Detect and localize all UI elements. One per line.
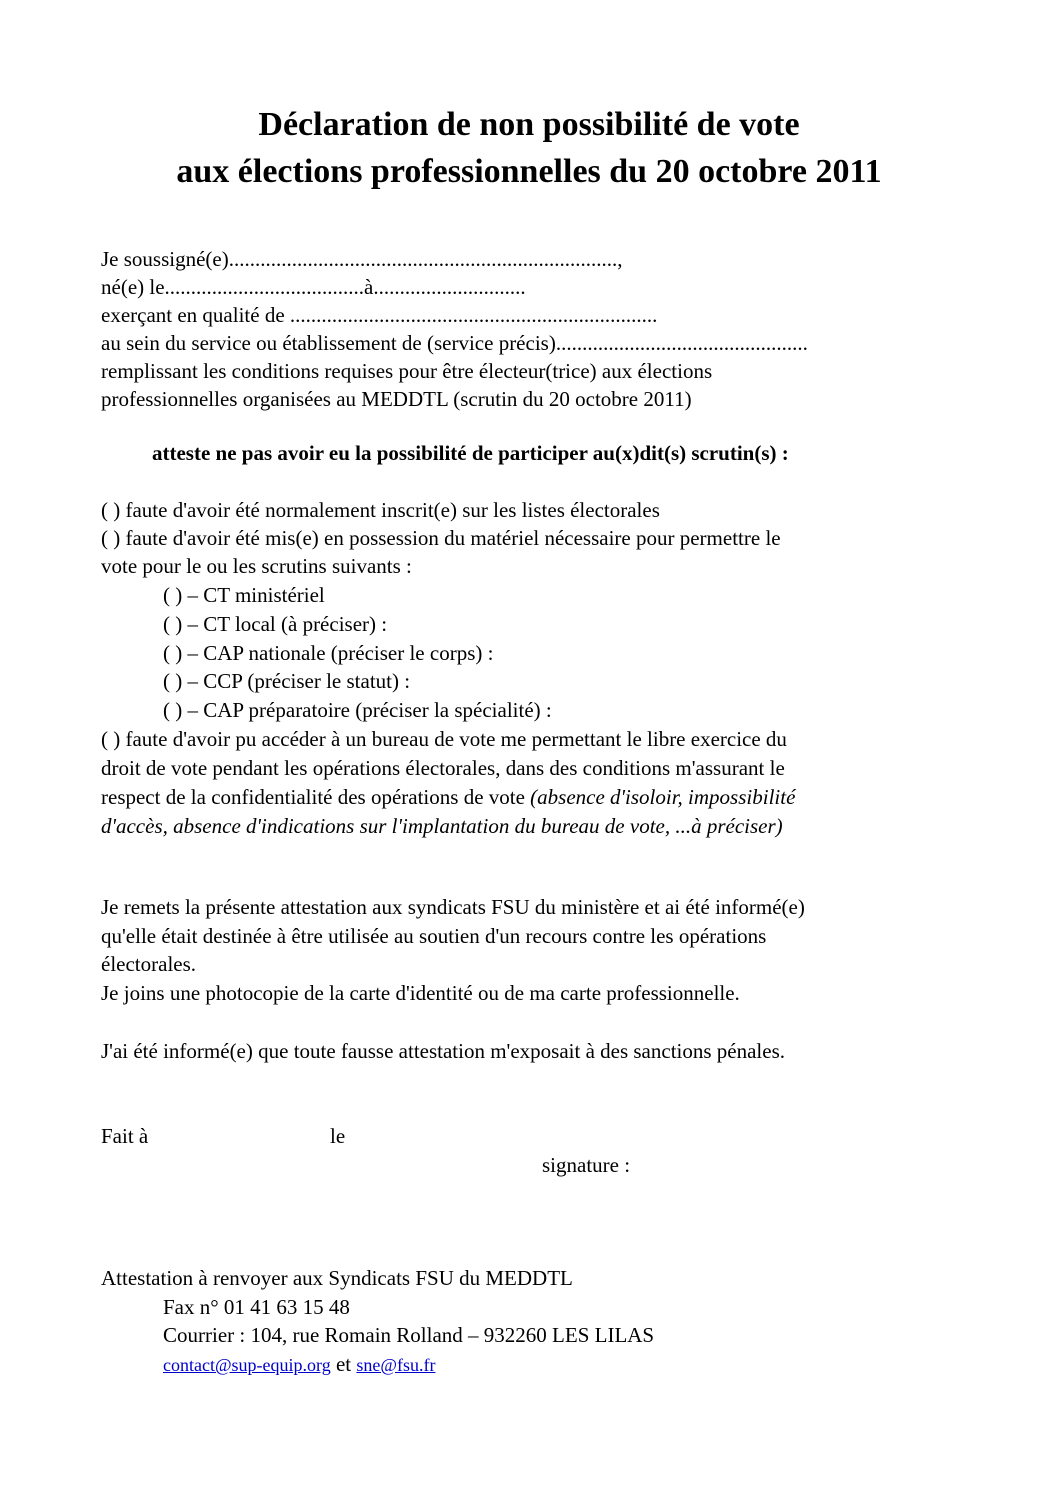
- document-title-line-1: Déclaration de non possibilité de vote: [258, 106, 800, 143]
- sanctions-statement: J'ai été informé(e) que toute fausse attestation m'exposait à des sanctions pénales.: [101, 1039, 786, 1063]
- document-title-line-2: aux élections professionnelles du 20 octobre 2011: [176, 153, 882, 190]
- sub-option-cap-preparatoire: ( ) – CAP préparatoire (préciser la spécialité) :: [163, 698, 552, 722]
- option-materiel-line-2: vote pour le ou les scrutins suivants :: [101, 554, 412, 578]
- remise-line-4: Je joins une photocopie de la carte d'identité ou de ma carte professionnelle.: [101, 981, 740, 1005]
- identity-birth-line: né(e) le......................................à.............................: [101, 275, 526, 299]
- remise-line-1: Je remets la présente attestation aux syndicats FSU du ministère et ai été informé(e): [101, 895, 805, 919]
- sub-option-ct-local: ( ) – CT local (à préciser) :: [163, 612, 388, 636]
- option-bureau-line-3-text: respect de la confidentialité des opérations de vote: [101, 785, 531, 809]
- identity-conditions-line-2: professionnelles organisées au MEDDTL (scrutin du 20 octobre 2011): [101, 387, 692, 411]
- footer-fax: Fax n° 01 41 63 15 48: [163, 1295, 350, 1319]
- footer-email-separator: et: [335, 1352, 352, 1376]
- option-materiel-line-1: ( ) faute d'avoir été mis(e) en possession du matériel nécessaire pour permettre le: [101, 526, 781, 550]
- option-bureau-line-3-italic: (absence d'isoloir, impossibilité: [530, 785, 796, 809]
- fait-a-label: Fait à: [101, 1124, 149, 1148]
- option-bureau-line-4: [101, 812, 783, 840]
- identity-function-line: exerçant en qualité de ......................................................................: [101, 303, 658, 327]
- identity-service-line: au sein du service ou établissement de (service précis)................................................: [101, 331, 808, 355]
- attest-heading: atteste ne pas avoir eu la possibilité de participer au(x)dit(s) scrutin(s) :: [152, 441, 789, 465]
- identity-name-line: Je soussigné(e)..........................................................................,: [101, 247, 623, 271]
- footer-send-to: Attestation à renvoyer aux Syndicats FSU du MEDDTL: [101, 1266, 573, 1290]
- email-link-sne[interactable]: sne@fsu.fr: [356, 1355, 436, 1375]
- option-bureau-line-2: droit de vote pendant les opérations électorales, dans des conditions m'assurant le: [101, 756, 785, 780]
- option-bureau-line-1: ( ) faute d'avoir pu accéder à un bureau de vote me permettant le libre exercice du: [101, 727, 787, 751]
- email-link-contact[interactable]: contact@sup-equip.org: [163, 1355, 331, 1375]
- option-inscription: ( ) faute d'avoir été normalement inscrit(e) sur les listes électorales: [101, 498, 660, 522]
- remise-line-3: électorales.: [101, 952, 197, 976]
- footer-courrier: Courrier : 104, rue Romain Rolland – 932260 LES LILAS: [163, 1323, 655, 1347]
- sub-option-cap-nationale: ( ) – CAP nationale (préciser le corps) :: [163, 641, 494, 665]
- sub-option-ccp: ( ) – CCP (préciser le statut) :: [163, 669, 411, 693]
- option-bureau-line-4-italic: d'accès, absence d'indications sur l'implantation du bureau de vote, ...à préciser): [101, 814, 783, 838]
- footer-emails: [163, 1350, 435, 1379]
- identity-conditions-line-1: remplissant les conditions requises pour être électeur(trice) aux élections: [101, 359, 713, 383]
- sub-option-ct-ministeriel: ( ) – CT ministériel: [163, 583, 325, 607]
- date-label: le: [330, 1124, 346, 1148]
- remise-line-2: qu'elle était destinée à être utilisée au soutien d'un recours contre les opérations: [101, 924, 767, 948]
- signature-label: signature :: [542, 1153, 631, 1177]
- option-bureau-line-3: [101, 783, 795, 811]
